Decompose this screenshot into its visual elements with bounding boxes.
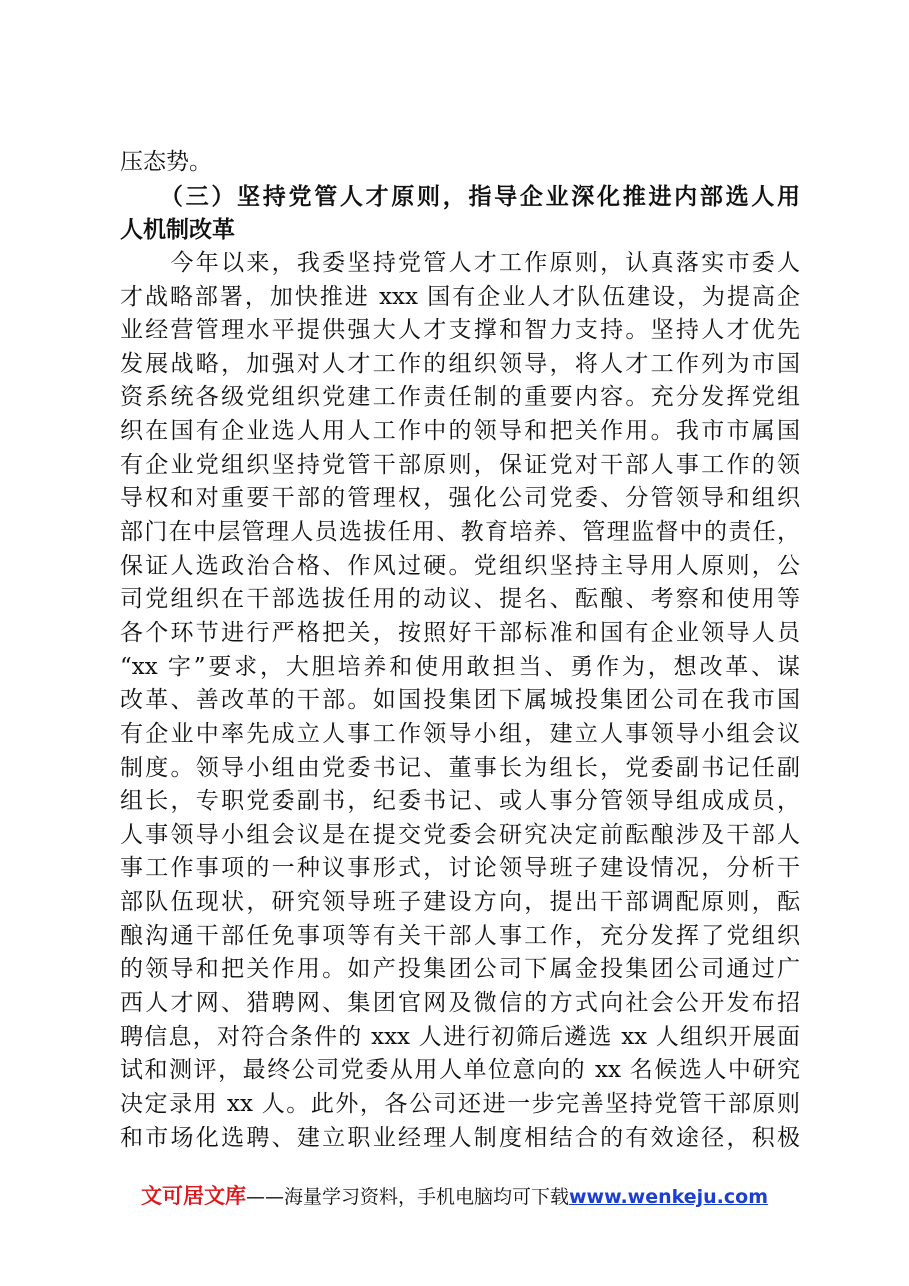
paragraph-line: 有企业中率先成立人事工作领导小组，建立人事领导小组会议 bbox=[120, 720, 800, 747]
paragraph-line: 发展战略，加强对人才工作的组织领导，将人才工作列为市国 bbox=[120, 350, 800, 377]
paragraph-line: 西人才网、猎聘网、集团官网及微信的方式向社会公开发布招 bbox=[120, 990, 800, 1017]
paragraph-line: 事工作事项的一种议事形式，讨论领导班子建设情况，分析干 bbox=[120, 855, 800, 882]
paragraph-line: 司党组织在干部选拔任用的动议、提名、酝酿、考察和使用等 bbox=[120, 586, 800, 613]
paragraph-line: 决定录用 xx 人。此外，各公司还进一步完善坚持党管干部原则 bbox=[120, 1090, 800, 1117]
paragraph-line: 今年以来，我委坚持党管人才工作原则，认真落实市委人 bbox=[120, 249, 800, 276]
paragraph-line: 的领导和把关作用。如产投集团公司下属金投集团公司通过广 bbox=[120, 956, 800, 983]
document-body bbox=[120, 146, 800, 1155]
section-heading-line: 人机制改革 bbox=[120, 216, 235, 244]
paragraph-line: 酿沟通干部任免事项等有关干部人事工作，充分发挥了党组织 bbox=[120, 922, 800, 949]
paragraph-line: 组长，专职党委副书，纪委书记、或人事分管领导组成成员， bbox=[120, 788, 800, 815]
section-heading-line: （三）坚持党管人才原则，指导企业深化推进内部选人用 bbox=[120, 182, 800, 210]
paragraph-line: 部门在中层管理人员选拔任用、教育培养、管理监督中的责任， bbox=[120, 519, 800, 546]
paragraph-line: 导权和对重要干部的管理权，强化公司党委、分管领导和组织 bbox=[120, 485, 800, 512]
footer-website-link[interactable]: www.wenkeju.com bbox=[569, 1186, 769, 1208]
paragraph-line: 业经营管理水平提供强大人才支撑和智力支持。坚持人才优先 bbox=[120, 317, 800, 344]
paragraph-line: 保证人选政治合格、作风过硬。党组织坚持主导用人原则，公 bbox=[120, 552, 800, 579]
paragraph-line: “xx 字”要求，大胆培养和使用敢担当、勇作为，想改革、谋 bbox=[120, 653, 800, 680]
paragraph-line: 改革、善改革的干部。如国投集团下属城投集团公司在我市国 bbox=[120, 687, 800, 714]
paragraph-line: 制度。领导小组由党委书记、董事长为组长，党委副书记任副 bbox=[120, 754, 800, 781]
paragraph-line: 试和测评，最终公司党委从用人单位意向的 xx 名候选人中研究 bbox=[120, 1057, 800, 1084]
paragraph-line: 有企业党组织坚持党管干部原则，保证党对干部人事工作的领 bbox=[120, 451, 800, 478]
paragraph-line: 才战略部署，加快推进 xxx 国有企业人才队伍建设，为提高企 bbox=[120, 283, 800, 310]
paragraph-line: 织在国有企业选人用人工作中的领导和把关作用。我市市属国 bbox=[120, 418, 800, 445]
paragraph-line: 资系统各级党组织党建工作责任制的重要内容。充分发挥党组 bbox=[120, 384, 800, 411]
footer-tagline: ——海量学习资料，手机电脑均可下载 bbox=[245, 1186, 569, 1208]
paragraph-line: 部队伍现状，研究领导班子建设方向，提出干部调配原则，酝 bbox=[120, 889, 800, 916]
paragraph-line: 和市场化选聘、建立职业经理人制度相结合的有效途径，积极 bbox=[120, 1124, 800, 1151]
paragraph-line: 压态势。 bbox=[120, 149, 212, 175]
footer-brand: 文可居文库 bbox=[140, 1184, 246, 1208]
paragraph-line: 聘信息，对符合条件的 xxx 人进行初筛后遴选 xx 人组织开展面 bbox=[120, 1023, 800, 1050]
paragraph-line: 各个环节进行严格把关，按照好干部标准和国有企业领导人员 bbox=[120, 619, 800, 646]
footer-banner bbox=[0, 1182, 909, 1211]
paragraph-line: 人事领导小组会议是在提交党委会研究决定前酝酿涉及干部人 bbox=[120, 821, 800, 848]
